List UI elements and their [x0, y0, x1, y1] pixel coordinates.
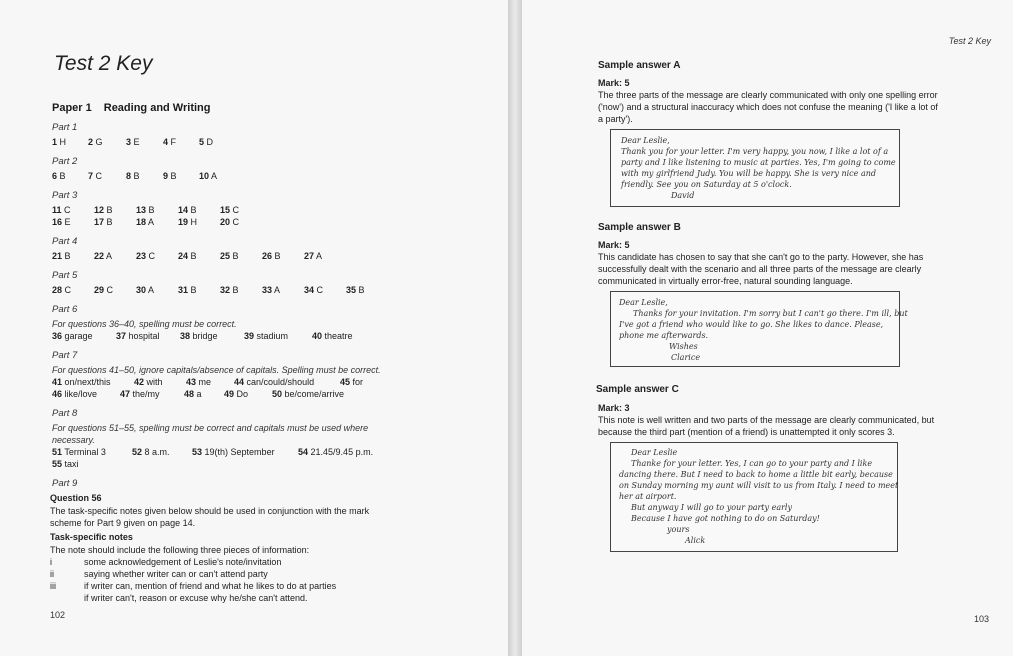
answer-item: 44 can/could/should: [234, 377, 315, 387]
sample-a-comment-line: The three parts of the message are clearly communicated with only one spelling error: [598, 90, 938, 100]
sample-b-mark: Mark: 5: [598, 240, 630, 250]
part-4-label: Part 4: [52, 236, 78, 247]
part-9-intro-line-2: scheme for Part 9 given on page 14.: [50, 518, 196, 528]
letter-line: friendly. See you on Saturday at 5 o'clock.: [621, 180, 792, 189]
letter-line: on Sunday morning my aunt will visit to us from Italy. I need to meet: [619, 481, 899, 490]
part-9-intro-line-1: The task-specific notes given below should be used in conjunction with the mark: [50, 506, 370, 516]
answer-item: 29 C: [94, 285, 114, 295]
part-8-label: Part 8: [52, 408, 78, 419]
answer-item: 11 C: [52, 205, 71, 215]
right-page: [522, 0, 1013, 656]
answer-item: 41 on/next/this: [52, 377, 111, 387]
answer-item: 16 E: [52, 217, 71, 227]
part-6-answers: [52, 331, 372, 341]
letter-closing: yours: [667, 525, 690, 534]
answer-item: 6 B: [52, 171, 66, 181]
answer-item: 31 B: [178, 285, 197, 295]
note-item-numeral: i: [50, 557, 52, 567]
letter-signature: David: [671, 191, 695, 200]
answer-item: 17 B: [94, 217, 113, 227]
letter-line: Thanks for your invitation. I'm sorry but I can't go there. I'm ill, but: [633, 309, 908, 318]
answer-item: 28 C: [52, 285, 72, 295]
sample-a-heading: Sample answer A: [598, 60, 681, 71]
answer-item: 48 a: [184, 389, 202, 399]
answer-item: 53 19(th) September: [192, 447, 275, 457]
page-number-right: 103: [974, 614, 990, 624]
sample-b-letter-box: [610, 291, 908, 367]
answer-item: 46 like/love: [52, 389, 98, 399]
part-3-answers-row-1: [52, 205, 262, 215]
answer-item: 33 A: [262, 285, 281, 295]
answer-item: 52 8 a.m.: [132, 447, 170, 457]
sample-b-comment-line: communicated in virtually error-free, natural sounding language.: [598, 276, 853, 286]
question-heading: Question 56: [50, 493, 102, 503]
answer-item: 2 G: [88, 137, 103, 147]
answer-item: 7 C: [88, 171, 103, 181]
sample-c-mark: Mark: 3: [598, 403, 630, 413]
answer-item: 12 B: [94, 205, 113, 215]
answer-item: 43 me: [186, 377, 212, 387]
sample-b-comment-line: This candidate has chosen to say that she can't go to the party. However, she has: [598, 252, 924, 262]
answer-item: 47 the/my: [120, 389, 160, 399]
part-5-answers: [52, 285, 376, 295]
answer-item: 21 B: [52, 251, 71, 261]
letter-line: Dear Leslie,: [621, 136, 670, 145]
answer-item: 9 B: [163, 171, 177, 181]
sample-c-comment-line: because the third part (mention of a friend) is unattempted it only scores 3.: [598, 427, 895, 437]
part-3-label: Part 3: [52, 190, 78, 201]
page-number-left: 102: [50, 610, 66, 620]
part-1-answers: [52, 137, 235, 147]
answer-item: 22 A: [94, 251, 113, 261]
letter-line: Because I have got nothing to do on Saturday!: [631, 514, 820, 523]
sample-a-mark: Mark: 5: [598, 78, 630, 88]
part-8-answers-row-1: [52, 447, 388, 457]
answer-item: 32 B: [220, 285, 239, 295]
answer-item: 50 be/come/arrive: [272, 389, 345, 399]
book-gutter: [508, 0, 522, 656]
answer-item: 14 B: [178, 205, 197, 215]
answer-item: 1 H: [52, 137, 67, 147]
letter-line: with my girlfriend Judy. You will be happy. She is very nice and: [621, 169, 876, 178]
answer-item: 10 A: [199, 171, 218, 181]
letter-line: But anyway I will go to your party early: [631, 503, 792, 512]
answer-item: 20 C: [220, 217, 240, 227]
answer-item: 34 C: [304, 285, 324, 295]
running-header: Test 2 Key: [948, 36, 991, 46]
answer-item: 37 hospital: [116, 331, 160, 341]
part-2-label: Part 2: [52, 156, 78, 167]
note-item-numeral: iii: [50, 581, 56, 591]
sample-b-heading: Sample answer B: [598, 222, 681, 233]
answer-item: 15 C: [220, 205, 240, 215]
letter-line: Dear Leslie,: [619, 298, 668, 307]
part-2-answers: [52, 171, 235, 181]
answer-item: 24 B: [178, 251, 197, 261]
paper-heading: [52, 102, 223, 114]
sample-a-comment-line: a party').: [598, 114, 633, 124]
answer-item: 40 theatre: [312, 331, 353, 341]
part-8-instruction-line-2: necessary.: [52, 435, 95, 445]
letter-signature: Clarice: [671, 353, 701, 362]
part-6-instruction: For questions 36–40, spelling must be correct.: [52, 319, 237, 329]
letter-line: Dear Leslie: [631, 448, 678, 457]
letter-line: Thanke for your letter. Yes, I can go to your party and I like: [631, 459, 873, 468]
answer-item: 49 Do: [224, 389, 249, 399]
answer-item: 54 21.45/9.45 p.m.: [298, 447, 374, 457]
letter-line: phone me afterwards.: [619, 331, 709, 340]
answer-item: 4 F: [163, 137, 177, 147]
answer-item: 45 for: [340, 377, 364, 387]
paper-name: Reading and Writing: [103, 102, 211, 114]
sample-c-letter-box: [610, 442, 898, 552]
paper-number: Paper 1: [52, 102, 92, 114]
sample-a-letter-box: [610, 129, 900, 207]
sample-a-comment-line: ('now') and a structural inaccuracy which does not confuse the meaning ('I like a lot of: [598, 102, 938, 112]
letter-line: Thank you for your letter. I'm very happy, you now, I like a lot of a: [621, 147, 889, 156]
note-item-text: saying whether writer can or can't attend party: [84, 569, 268, 579]
note-item-text: some acknowledgement of Leslie's note/invitation: [84, 557, 282, 567]
part-8-instruction-line-1: For questions 51–55, spelling must be correct and capitals must be used where: [52, 423, 369, 433]
note-item-numeral: ii: [50, 569, 54, 579]
page-title: Test 2 Key: [54, 52, 153, 75]
part-4-answers: [52, 251, 344, 261]
part-8-answers-row-2: [52, 459, 112, 469]
sample-c-comment-line: This note is well written and two parts of the message are clearly communicated, but: [598, 415, 935, 425]
letter-closing: Wishes: [669, 342, 698, 351]
answer-item: 38 bridge: [180, 331, 218, 341]
answer-item: 27 A: [304, 251, 323, 261]
part-7-answers-row-1: [52, 377, 376, 387]
part-7-answers-row-2: [52, 389, 362, 399]
answer-item: 13 B: [136, 205, 155, 215]
answer-item: 19 H: [178, 217, 198, 227]
part-7-label: Part 7: [52, 350, 78, 361]
answer-item: 42 with: [134, 377, 163, 387]
answer-item: 5 D: [199, 137, 214, 147]
part-7-instruction: For questions 41–50, ignore capitals/absence of capitals. Spelling must be correct.: [52, 365, 381, 375]
part-5-label: Part 5: [52, 270, 78, 281]
note-item-text: if writer can, mention of friend and what he likes to do at parties: [84, 581, 337, 591]
notes-intro: The note should include the following three pieces of information:: [50, 545, 310, 555]
answer-item: 51 Terminal 3: [52, 447, 106, 457]
answer-item: 55 taxi: [52, 459, 79, 469]
letter-line: her at airport.: [619, 492, 677, 501]
answer-item: 18 A: [136, 217, 155, 227]
answer-item: 39 stadium: [244, 331, 289, 341]
part-9-label: Part 9: [52, 478, 78, 489]
answer-item: 23 C: [136, 251, 156, 261]
notes-heading: Task-specific notes: [50, 532, 133, 542]
letter-line: dancing there. But I need to back to home a little bit early, because: [619, 470, 893, 479]
note-item-text: if writer can't, reason or excuse why he/she can't attend.: [84, 593, 308, 603]
letter-line: I've got a friend who would like to go. She likes to dance. Please,: [619, 320, 884, 329]
sample-c-heading: Sample answer C: [596, 384, 679, 395]
answer-item: 35 B: [346, 285, 365, 295]
answer-item: 8 B: [126, 171, 140, 181]
answer-item: 25 B: [220, 251, 239, 261]
part-1-label: Part 1: [52, 122, 78, 133]
answer-item: 3 E: [126, 137, 140, 147]
letter-line: party and I like listening to music at parties. Yes, I'm going to come: [621, 158, 896, 167]
letter-signature: Alick: [685, 536, 706, 545]
answer-item: 26 B: [262, 251, 281, 261]
part-6-label: Part 6: [52, 304, 78, 315]
answer-item: 30 A: [136, 285, 155, 295]
part-3-answers-row-2: [52, 217, 262, 227]
answer-item: 36 garage: [52, 331, 93, 341]
sample-b-comment-line: successfully dealt with the scenario and all three parts of the message are clearly: [598, 264, 922, 274]
